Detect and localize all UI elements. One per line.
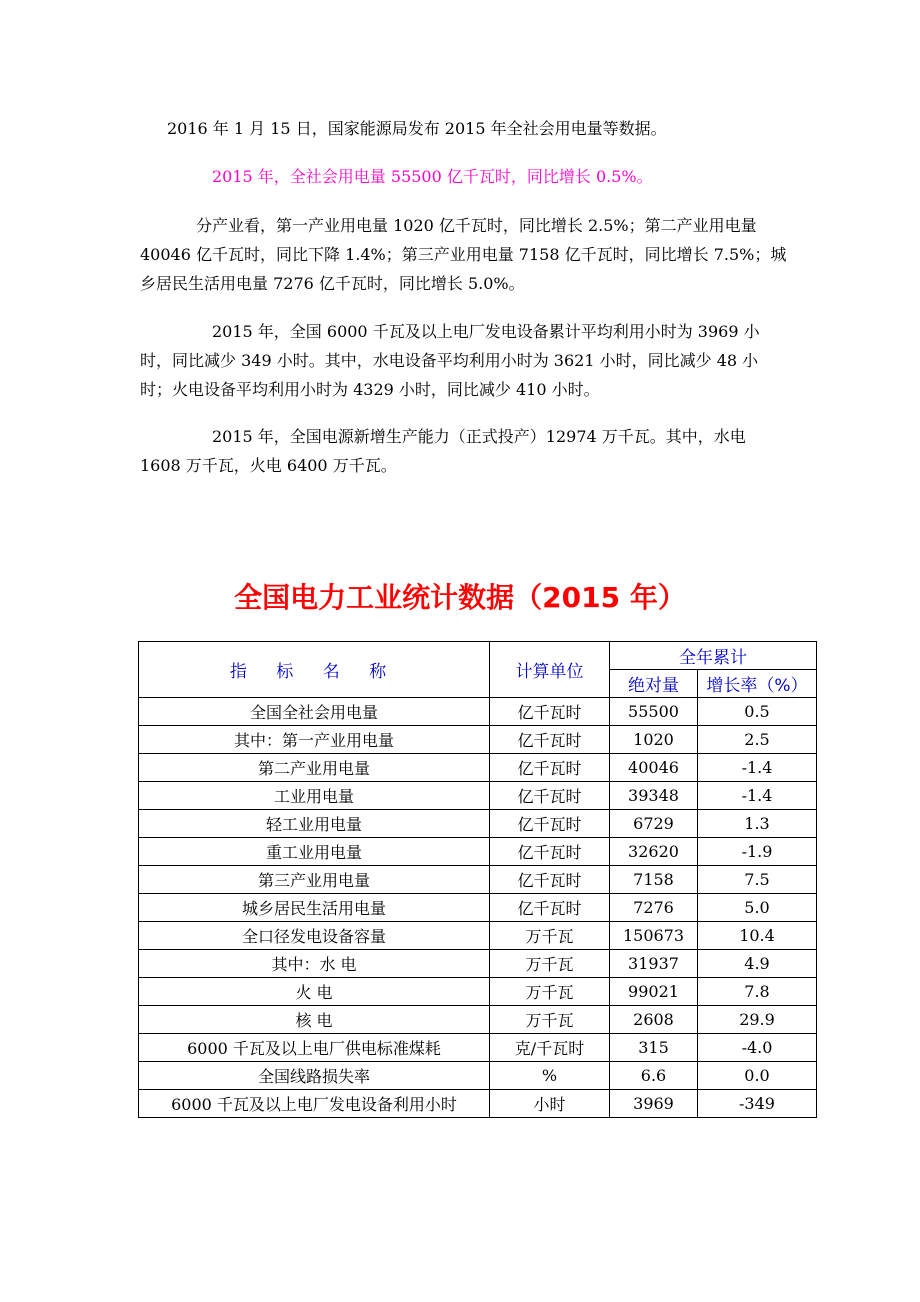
cell-indicator-name: 其中：第一产业用电量 bbox=[139, 726, 490, 754]
highlight-paragraph: 2015 年，全社会用电量 55500 亿千瓦时，同比增长 0.5%。 bbox=[212, 167, 653, 186]
table-row bbox=[139, 950, 817, 978]
table-body bbox=[139, 698, 817, 1118]
cell-growth-rate: 7.5 bbox=[698, 866, 817, 894]
cell-unit: 亿千瓦时 bbox=[490, 754, 610, 782]
cell-absolute-value: 7276 bbox=[610, 894, 698, 922]
cell-unit: 亿千瓦时 bbox=[490, 810, 610, 838]
table-row bbox=[139, 1034, 817, 1062]
cell-absolute-value: 2608 bbox=[610, 1006, 698, 1034]
cell-growth-rate: 2.5 bbox=[698, 726, 817, 754]
table-row bbox=[139, 726, 817, 754]
intro-paragraph: 2016 年 1 月 15 日，国家能源局发布 2015 年全社会用电量等数据。 bbox=[167, 119, 667, 138]
cell-absolute-value: 3969 bbox=[610, 1090, 698, 1118]
table-row bbox=[139, 922, 817, 950]
table-row bbox=[139, 810, 817, 838]
cell-unit: 亿千瓦时 bbox=[490, 866, 610, 894]
cell-growth-rate: 5.0 bbox=[698, 894, 817, 922]
cell-indicator-name: 第三产业用电量 bbox=[139, 866, 490, 894]
cell-indicator-name: 第二产业用电量 bbox=[139, 754, 490, 782]
table-row bbox=[139, 1006, 817, 1034]
cell-absolute-value: 150673 bbox=[610, 922, 698, 950]
table-row bbox=[139, 838, 817, 866]
cell-indicator-name: 轻工业用电量 bbox=[139, 810, 490, 838]
header-annual-total: 全年累计 bbox=[610, 642, 817, 670]
table-row bbox=[139, 1062, 817, 1090]
cell-absolute-value: 1020 bbox=[610, 726, 698, 754]
cell-indicator-name: 城乡居民生活用电量 bbox=[139, 894, 490, 922]
cell-growth-rate: -1.4 bbox=[698, 782, 817, 810]
cell-indicator-name: 6000 千瓦及以上电厂供电标准煤耗 bbox=[139, 1034, 490, 1062]
header-unit: 计算单位 bbox=[490, 642, 610, 698]
table-row bbox=[139, 978, 817, 1006]
cell-indicator-name: 其中：水 电 bbox=[139, 950, 490, 978]
table-row bbox=[139, 698, 817, 726]
cell-indicator-name: 全国线路损失率 bbox=[139, 1062, 490, 1090]
cell-growth-rate: 0.0 bbox=[698, 1062, 817, 1090]
utilization-paragraph: 2015 年，全国 6000 千瓦及以上电厂发电设备累计平均利用小时为 3969 小时，同比减少 349 小时。其中，水电设备平均利用小时为 3621 小时，同比减少 48 小时；火电设备平均利用小时为 4329 小时，同比减少 410 小时。 bbox=[140, 322, 760, 399]
cell-absolute-value: 7158 bbox=[610, 866, 698, 894]
cell-indicator-name: 工业用电量 bbox=[139, 782, 490, 810]
cell-indicator-name: 重工业用电量 bbox=[139, 838, 490, 866]
cell-indicator-name: 全国全社会用电量 bbox=[139, 698, 490, 726]
cell-unit: 万千瓦 bbox=[490, 1006, 610, 1034]
table-title: 全国电力工业统计数据（2015 年） bbox=[234, 581, 686, 614]
cell-unit: 万千瓦 bbox=[490, 978, 610, 1006]
cell-unit: 亿千瓦时 bbox=[490, 698, 610, 726]
header-growth-rate: 增长率（%） bbox=[698, 670, 817, 698]
cell-absolute-value: 6729 bbox=[610, 810, 698, 838]
cell-unit: 万千瓦 bbox=[490, 950, 610, 978]
cell-indicator-name: 火 电 bbox=[139, 978, 490, 1006]
cell-growth-rate: 1.3 bbox=[698, 810, 817, 838]
cell-unit: 克/千瓦时 bbox=[490, 1034, 610, 1062]
cell-absolute-value: 39348 bbox=[610, 782, 698, 810]
cell-unit: 亿千瓦时 bbox=[490, 838, 610, 866]
table-row bbox=[139, 782, 817, 810]
cell-absolute-value: 315 bbox=[610, 1034, 698, 1062]
cell-indicator-name: 6000 千瓦及以上电厂发电设备利用小时 bbox=[139, 1090, 490, 1118]
cell-growth-rate: -349 bbox=[698, 1090, 817, 1118]
table-row bbox=[139, 894, 817, 922]
cell-growth-rate: 29.9 bbox=[698, 1006, 817, 1034]
cell-unit: 亿千瓦时 bbox=[490, 894, 610, 922]
statistics-table bbox=[138, 641, 817, 1118]
industry-paragraph: 分产业看，第一产业用电量 1020 亿千瓦时，同比增长 2.5%；第二产业用电量 40046 亿千瓦时，同比下降 1.4%；第三产业用电量 7158 亿千瓦时，同比增长 7.5%；城乡居民生活用电量 7276 亿千瓦时，同比增长 5.0%。 bbox=[140, 216, 787, 293]
header-absolute: 绝对量 bbox=[610, 670, 698, 698]
cell-absolute-value: 32620 bbox=[610, 838, 698, 866]
cell-indicator-name: 全口径发电设备容量 bbox=[139, 922, 490, 950]
cell-unit: 亿千瓦时 bbox=[490, 782, 610, 810]
capacity-paragraph: 2015 年，全国电源新增生产能力（正式投产）12974 万千瓦。其中，水电 1608 万千瓦，火电 6400 万千瓦。 bbox=[140, 427, 746, 475]
table-row bbox=[139, 1090, 817, 1118]
table-row bbox=[139, 866, 817, 894]
table-row bbox=[139, 754, 817, 782]
cell-absolute-value: 31937 bbox=[610, 950, 698, 978]
cell-growth-rate: -1.4 bbox=[698, 754, 817, 782]
cell-growth-rate: -1.9 bbox=[698, 838, 817, 866]
cell-growth-rate: 7.8 bbox=[698, 978, 817, 1006]
cell-indicator-name: 核 电 bbox=[139, 1006, 490, 1034]
cell-unit: % bbox=[490, 1062, 610, 1090]
header-indicator-name: 指 标 名 称 bbox=[139, 642, 490, 698]
cell-unit: 小时 bbox=[490, 1090, 610, 1118]
cell-unit: 万千瓦 bbox=[490, 922, 610, 950]
cell-absolute-value: 99021 bbox=[610, 978, 698, 1006]
cell-growth-rate: -4.0 bbox=[698, 1034, 817, 1062]
cell-absolute-value: 55500 bbox=[610, 698, 698, 726]
cell-unit: 亿千瓦时 bbox=[490, 726, 610, 754]
cell-growth-rate: 10.4 bbox=[698, 922, 817, 950]
cell-growth-rate: 4.9 bbox=[698, 950, 817, 978]
cell-absolute-value: 6.6 bbox=[610, 1062, 698, 1090]
cell-growth-rate: 0.5 bbox=[698, 698, 817, 726]
cell-absolute-value: 40046 bbox=[610, 754, 698, 782]
